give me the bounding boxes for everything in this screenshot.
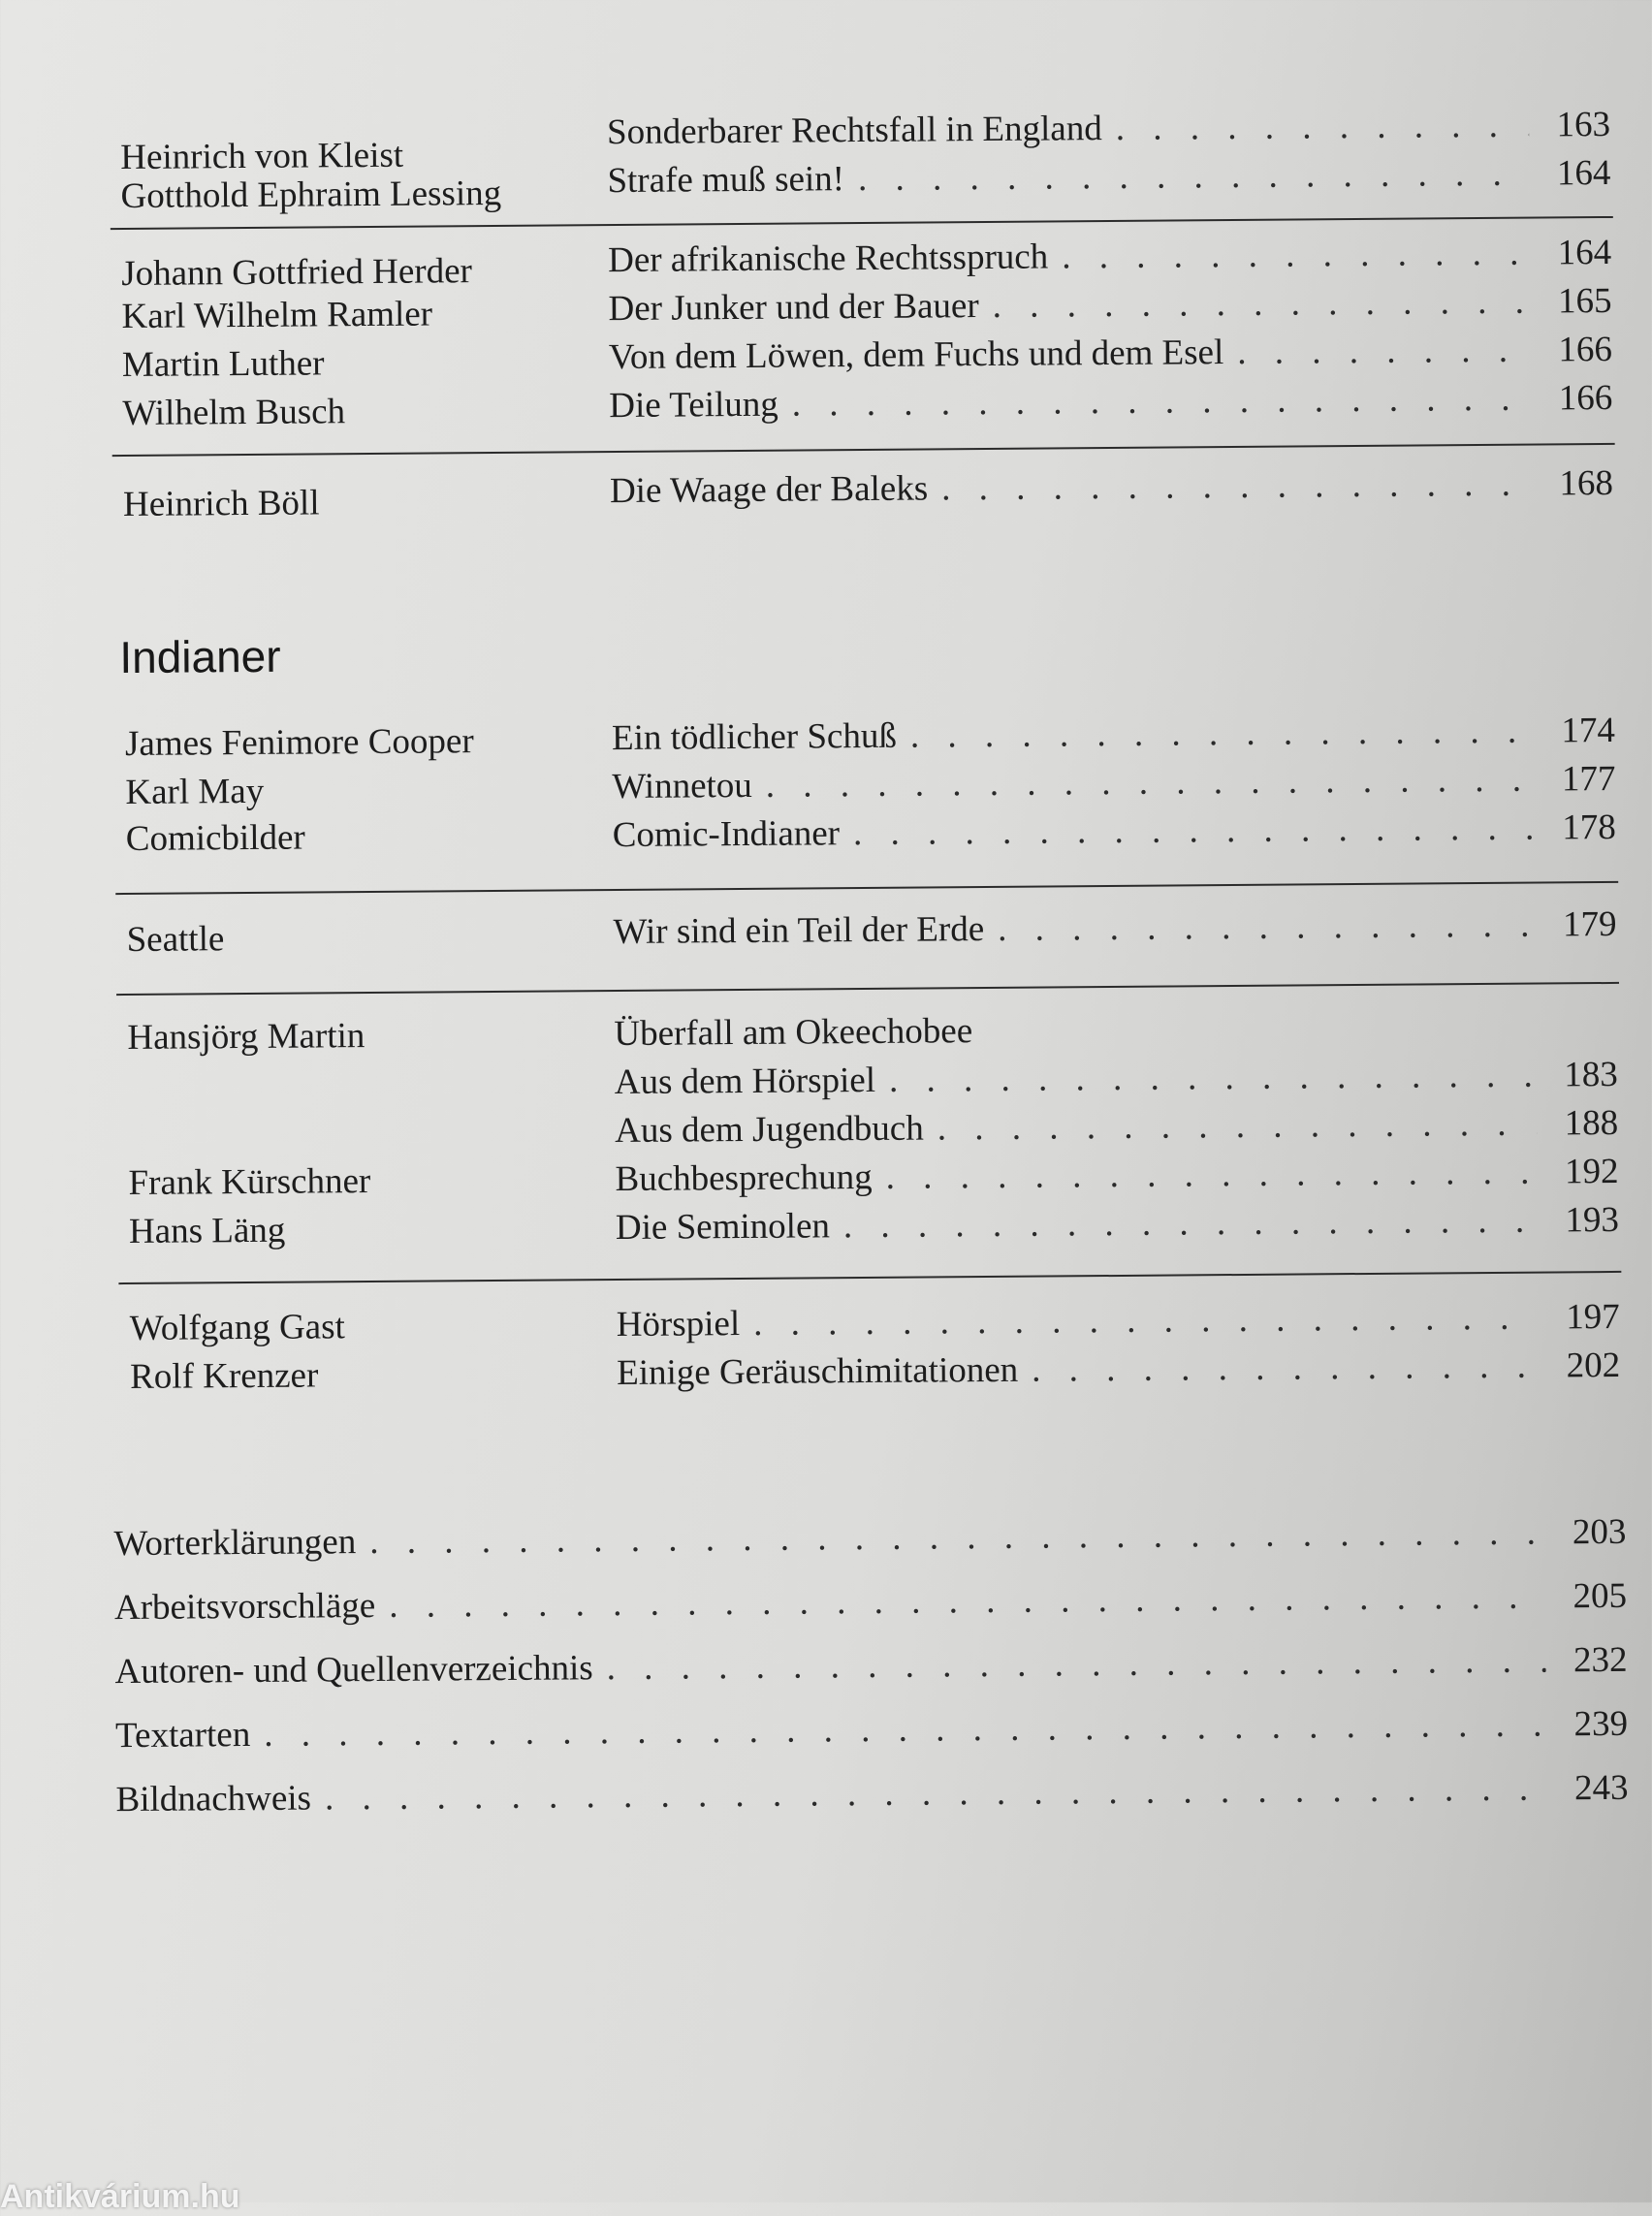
dot-leader: [753, 1297, 1539, 1345]
dot-leader: [369, 1512, 1545, 1564]
toc-entry: [607, 104, 1610, 153]
toc-page-number: 205: [1573, 1575, 1628, 1617]
watermark: Antikvárium.hu: [0, 2178, 240, 2215]
toc-appendix: [113, 1511, 1629, 1843]
toc-author: Hansjörg Martin: [127, 1016, 365, 1059]
toc-author: Wilhelm Busch: [122, 392, 346, 434]
toc-entry: [616, 1199, 1619, 1249]
toc-title: Worterklärungen: [113, 1522, 357, 1565]
toc-entry: [617, 1345, 1620, 1394]
toc-entry: [113, 1511, 1626, 1565]
toc-page-number: 164: [1557, 232, 1612, 273]
toc-title: Einige Geräuschimitationen: [616, 1349, 1019, 1394]
dot-leader: [910, 711, 1534, 757]
toc-entry: [612, 710, 1615, 759]
toc-page-number: 164: [1556, 152, 1611, 194]
dot-leader: [792, 378, 1532, 426]
toc-entry: [609, 329, 1612, 378]
toc-page-number: 177: [1561, 758, 1616, 800]
toc-title: Sonderbarer Rechtsfall in England: [606, 109, 1102, 153]
toc-row: [115, 462, 1614, 525]
section-heading: Indianer: [119, 630, 281, 683]
dot-leader: [1116, 105, 1530, 149]
toc-entry: [609, 377, 1612, 427]
toc-entry: [615, 1151, 1618, 1200]
toc-page-number: 179: [1562, 903, 1617, 945]
dot-leader: [766, 759, 1535, 807]
toc-title: Ein tödlicher Schuß: [611, 715, 898, 759]
toc-page-number: 178: [1562, 807, 1616, 848]
toc-page-number: 166: [1558, 377, 1613, 419]
toc-group: [115, 462, 1614, 525]
toc-author: Frank Kürschner: [128, 1161, 371, 1203]
section-divider: [112, 443, 1615, 457]
toc-title: Aus dem Jugendbuch: [615, 1108, 924, 1152]
toc-author: Johann Gottfried Herder: [121, 251, 473, 295]
toc-page-number: 165: [1557, 280, 1612, 322]
toc-author: Seattle: [126, 919, 225, 961]
toc-group: [117, 710, 1616, 867]
appendix-row: [115, 1703, 1628, 1779]
toc-page-number: 163: [1556, 104, 1611, 145]
toc-group: [112, 104, 1611, 217]
toc-group: [122, 1296, 1621, 1405]
toc-title: Strafe muß sein!: [607, 159, 845, 202]
dot-leader: [858, 153, 1530, 200]
toc-title: Die Teilung: [609, 384, 778, 427]
toc-group: [118, 903, 1616, 964]
dot-leader: [607, 1640, 1546, 1690]
toc-entry: [615, 1054, 1618, 1103]
section-divider: [118, 1271, 1621, 1284]
toc-author: Wolfgang Gast: [129, 1307, 345, 1348]
dot-leader: [937, 1103, 1538, 1150]
dot-leader: [1032, 1345, 1539, 1391]
toc-page-number: 197: [1566, 1296, 1620, 1338]
toc-entry: [617, 1296, 1620, 1345]
toc-page-number: 203: [1572, 1511, 1627, 1553]
toc-entry: [610, 462, 1613, 512]
section-divider: [111, 216, 1613, 230]
dot-leader: [1237, 330, 1531, 373]
toc-page-number: 193: [1565, 1199, 1620, 1241]
toc-title: Die Waage der Baleks: [609, 468, 929, 512]
toc-group: [119, 1005, 1619, 1259]
toc-title: Die Seminolen: [615, 1206, 831, 1249]
appendix-row: [115, 1767, 1628, 1843]
toc-author: Rolf Krenzer: [129, 1355, 319, 1397]
toc-title: Aus dem Hörspiel: [614, 1060, 876, 1103]
toc-row: [118, 903, 1616, 964]
toc-author: Karl May: [125, 771, 265, 813]
toc-title: Buchbesprechung: [615, 1156, 873, 1200]
toc-row: [122, 1345, 1620, 1405]
dot-leader: [853, 807, 1535, 855]
toc-entry: [613, 807, 1616, 856]
toc-title: Der Junker und der Bauer: [608, 286, 979, 330]
section-divider: [116, 982, 1619, 996]
dot-leader: [889, 1055, 1537, 1101]
toc-title: Textarten: [114, 1715, 251, 1757]
toc-author: Gotthold Ephraim Lessing: [120, 173, 502, 217]
toc-entry: [608, 232, 1611, 281]
toc-author: Heinrich Böll: [122, 483, 320, 525]
toc-title: Autoren- und Quellenverzeichnis: [114, 1648, 593, 1693]
dot-leader: [998, 904, 1536, 950]
toc-row: [118, 807, 1616, 867]
toc-page-number: 202: [1566, 1345, 1621, 1386]
toc-entry: [608, 280, 1611, 330]
toc-title: Wir sind ein Teil der Erde: [613, 909, 985, 953]
dot-leader: [1062, 233, 1530, 278]
toc-page-number: 168: [1559, 462, 1614, 504]
toc-page-number: 166: [1558, 329, 1613, 370]
toc-page-number: 192: [1564, 1151, 1619, 1192]
toc-title: Der afrikanische Rechtsspruch: [607, 237, 1049, 281]
toc-row: [114, 377, 1612, 437]
toc-title: Comic-Indianer: [612, 813, 841, 856]
toc-page-number: 232: [1573, 1639, 1628, 1681]
toc-entry: [614, 1005, 1617, 1055]
toc-title: Hörspiel: [616, 1304, 741, 1345]
toc-author: Hans Läng: [128, 1210, 286, 1251]
toc-title: Arbeitsvorschläge: [113, 1586, 376, 1629]
dot-leader: [885, 1152, 1537, 1198]
toc-title: Winnetou: [612, 765, 752, 807]
toc-author: James Fenimore Cooper: [124, 721, 474, 765]
toc-row: [112, 152, 1611, 217]
toc-entry: [615, 1102, 1618, 1152]
toc-entry: [613, 903, 1616, 953]
toc-page-number: 174: [1561, 710, 1616, 751]
appendix-row: [114, 1639, 1627, 1715]
toc-page-number: 188: [1564, 1102, 1619, 1144]
dot-leader: [389, 1576, 1545, 1627]
toc-entry: [612, 758, 1615, 807]
toc-page-number: 183: [1564, 1054, 1618, 1095]
section-divider: [115, 881, 1618, 895]
toc-title: Bildnachweis: [115, 1778, 312, 1820]
toc-entry: [607, 152, 1610, 202]
dot-leader: [264, 1704, 1546, 1756]
dot-leader: [843, 1200, 1538, 1248]
toc-author: Comicbilder: [125, 817, 305, 860]
appendix-row: [114, 1575, 1627, 1651]
toc-group: [113, 232, 1613, 437]
toc-author: Martin Luther: [121, 343, 325, 386]
toc-title: Von dem Löwen, dem Fuchs und dem Esel: [608, 332, 1224, 378]
toc-page-number: 239: [1573, 1703, 1629, 1745]
appendix-row: [113, 1511, 1626, 1587]
toc-author: Heinrich von Kleist: [120, 135, 404, 178]
dot-leader: [325, 1768, 1547, 1820]
toc-title: Überfall am Okeechobee: [614, 1011, 973, 1055]
toc-row: [121, 1199, 1619, 1259]
toc-page-number: 243: [1573, 1767, 1629, 1809]
dot-leader: [941, 463, 1532, 510]
toc-author: Karl Wilhelm Ramler: [121, 294, 433, 337]
dot-leader: [993, 281, 1531, 327]
